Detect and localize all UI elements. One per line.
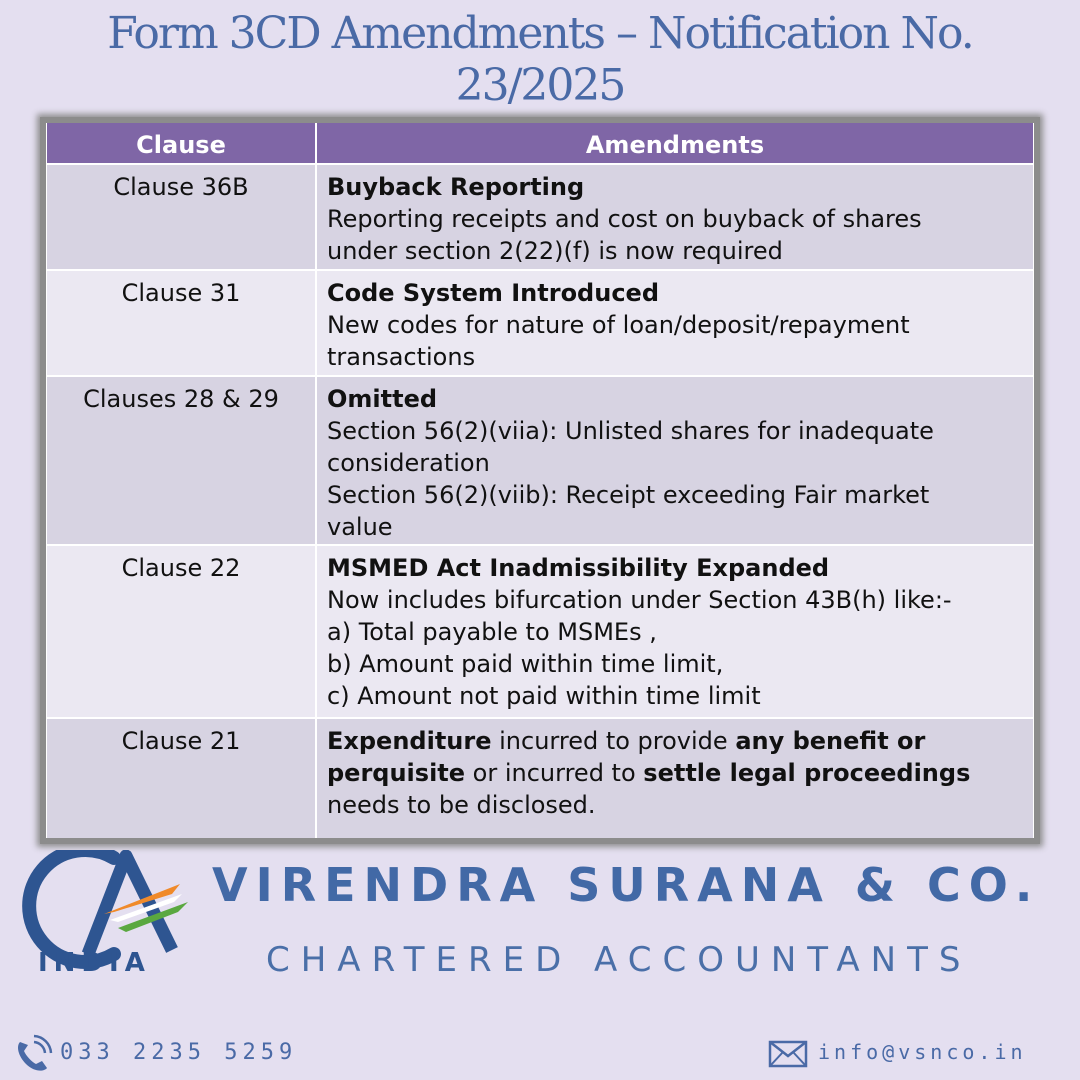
amendment-line: Reporting receipts and cost on buyback of shares	[327, 205, 922, 233]
amendment-line: b) Amount paid within time limit,	[327, 650, 724, 678]
amendment-cell	[317, 377, 1033, 544]
firm-subtitle: CHARTERED ACCOUNTANTS	[266, 940, 972, 980]
clause-cell: Clause 31	[47, 271, 315, 375]
bold-legal-proceedings: settle legal proceedings	[643, 759, 971, 787]
amendment-line: needs to be disclosed.	[327, 791, 596, 819]
table-row	[46, 271, 1034, 375]
amendment-line	[327, 725, 1033, 757]
amendment-cell	[317, 719, 1033, 838]
amendment-line: consideration	[327, 449, 490, 477]
amendment-line: Now includes bifurcation under Section 43B(h) like:-	[327, 586, 952, 614]
clause-cell: Clause 22	[47, 546, 315, 717]
amendment-cell	[317, 165, 1033, 269]
amendment-line	[327, 757, 1033, 789]
amendments-table-frame	[40, 117, 1040, 844]
phone-icon	[12, 1034, 54, 1074]
amendment-heading: MSMED Act Inadmissibility Expanded	[327, 554, 830, 582]
phone-number[interactable]: 033 2235 5259	[60, 1040, 298, 1065]
text-fragment: or incurred to	[465, 759, 644, 787]
table-row	[46, 377, 1034, 544]
clause-cell: Clauses 28 & 29	[47, 377, 315, 544]
header-clause: Clause	[47, 123, 315, 163]
amendment-line: Section 56(2)(viia): Unlisted shares for inadequate	[327, 417, 934, 445]
email-address[interactable]: info@vsnco.in	[818, 1040, 1027, 1064]
bold-benefit: any benefit or	[735, 727, 926, 755]
amendments-table	[46, 123, 1034, 838]
amendment-line: value	[327, 513, 393, 541]
clause-cell: Clause 36B	[47, 165, 315, 269]
amendment-line: under section 2(22)(f) is now required	[327, 237, 783, 265]
amendment-line: transactions	[327, 343, 476, 371]
clause-cell: Clause 21	[47, 719, 315, 838]
amendment-cell	[317, 546, 1033, 717]
table-row	[46, 165, 1034, 269]
firm-name: VIRENDRA SURANA & CO.	[212, 858, 1041, 912]
amendment-line: New codes for nature of loan/deposit/repayment	[327, 311, 910, 339]
title-line-1: Form 3CD Amendments – Notification No.	[107, 8, 973, 59]
bold-perquisite: perquisite	[327, 759, 466, 787]
amendment-line: a) Total payable to MSMEs ,	[327, 618, 657, 646]
amendment-cell	[317, 271, 1033, 375]
header-amendments: Amendments	[317, 123, 1033, 163]
amendment-heading: Code System Introduced	[327, 279, 660, 307]
mail-icon	[768, 1040, 808, 1068]
table-row	[46, 546, 1034, 717]
title-line-2: 23/2025	[455, 60, 625, 111]
amendment-heading: Buyback Reporting	[327, 173, 585, 201]
bold-expenditure: Expenditure	[327, 727, 492, 755]
amendment-line: Section 56(2)(viib): Receipt exceeding Fair market	[327, 481, 930, 509]
text-fragment: incurred to provide	[491, 727, 736, 755]
page-title	[0, 8, 1080, 112]
amendment-line: c) Amount not paid within time limit	[327, 682, 761, 710]
table-header-row	[46, 123, 1034, 163]
logo-text: INDIA	[38, 948, 151, 978]
amendment-heading: Omitted	[327, 385, 438, 413]
table-row	[46, 719, 1034, 838]
